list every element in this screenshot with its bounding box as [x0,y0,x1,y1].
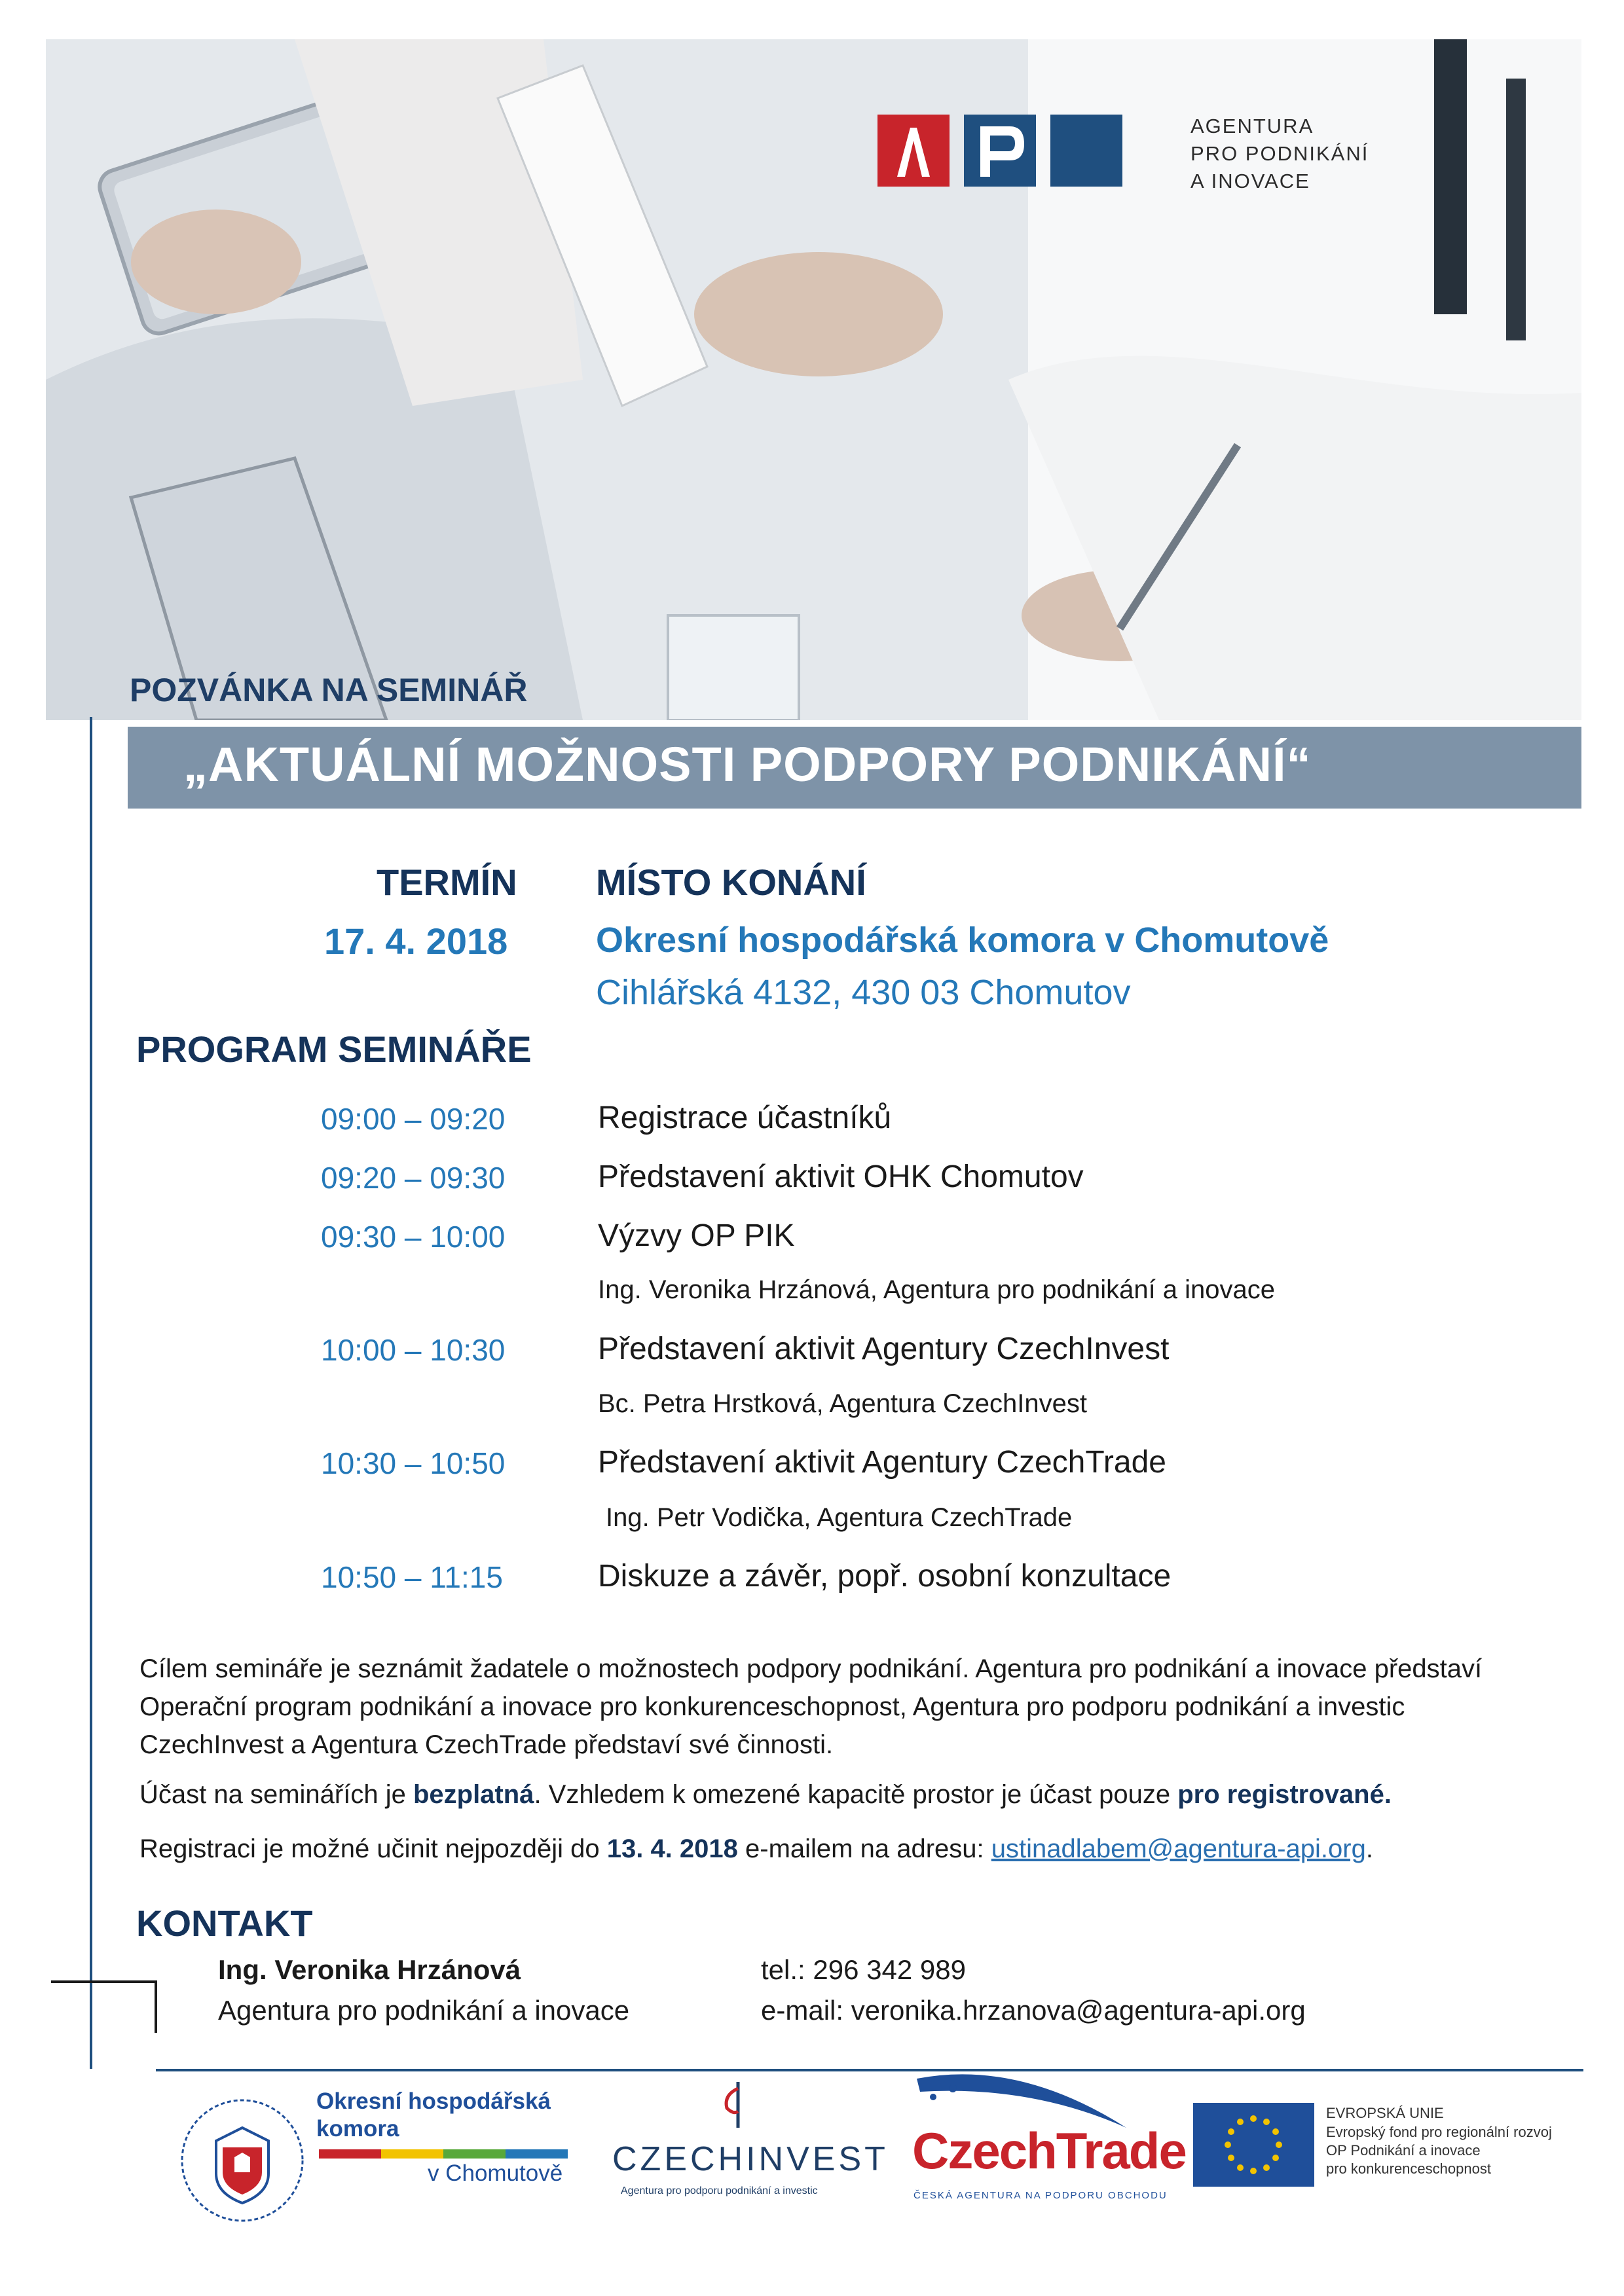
contact-phone: tel.: 296 342 989 [761,1954,966,1985]
seminar-name: „AKTUÁLNÍ MOŽNOSTI PODPORY PODNIKÁNÍ“ [183,737,1312,792]
participation-note [139,1776,1541,1813]
program-time: 10:50 – 11:15 [321,1560,503,1594]
czechtrade-tagline: ČESKÁ AGENTURA NA PODPORU OBCHODU [913,2190,1168,2201]
program-label: PROGRAM SEMINÁŘE [136,1029,532,1070]
eu-line-4: pro konkurenceschopnost [1326,2160,1491,2177]
term-label: TERMÍN [377,862,517,903]
participation-text: Účast na seminářích je [139,1780,413,1809]
eu-line-3: OP Podnikání a inovace [1326,2142,1481,2159]
czechinvest-logo: CZECHINVEST [612,2140,889,2178]
corner-rule-horizontal [51,1980,156,1983]
bottom-left-rule [90,1984,92,2069]
term-value: 17. 4. 2018 [324,920,508,962]
eu-line-1: EVROPSKÁ UNIE [1326,2105,1444,2121]
api-logo-a-icon [877,115,950,187]
corner-rule-vertical [155,1980,157,2033]
registration-text: Registraci je možné učinit nejpozději do [139,1834,607,1863]
agency-line-2: PRO PODNIKÁNÍ [1190,142,1369,165]
seminar-description: Cílem semináře je seznámit žadatele o možnostech podpory podnikání. Agentura pro podnikání a inovace představí Operační program podnikání a inovace pro konkurenceschopnost, Agentura pro podporu podnikání a investic CzechInvest a Agentura CzechTrade představí své činnosti. [139,1654,1483,1759]
program-speaker: Ing. Petr Vodička, Agentura CzechTrade [606,1503,1073,1532]
program-time: 09:20 – 09:30 [321,1161,506,1195]
registration-deadline: 13. 4. 2018 [606,1834,738,1863]
registration-email-link[interactable]: ustinadlabem@agentura-api.org [991,1834,1366,1863]
program-item: Registrace účastníků [598,1101,892,1135]
program-speaker: Bc. Petra Hrstková, Agentura CzechInvest [598,1389,1088,1418]
place-name: Okresní hospodářská komora v Chomutově [596,920,1329,960]
agency-line-1: AGENTURA [1190,115,1314,137]
program-item: Diskuze a závěr, popř. osobní konzultace [598,1559,1172,1594]
left-rule [90,717,92,2013]
agency-line-3: A INOVACE [1190,170,1310,192]
api-logo [877,115,1122,187]
program-item: Výzvy OP PIK [598,1218,795,1253]
program-time: 10:30 – 10:50 [321,1446,506,1480]
program-item: Představení aktivit Agentury CzechTrade [598,1445,1166,1480]
program-time: 10:00 – 10:30 [321,1333,506,1367]
place-address: Cihlářská 4132, 430 03 Chomutov [596,973,1131,1012]
czechinvest-emblem-icon [720,2079,756,2131]
participation-text: . Vzhledem k omezené kapacitě prostor je účast pouze [534,1780,1178,1809]
api-logo-p-icon [964,115,1036,187]
ohk-name-line-3: v Chomutově [428,2160,563,2186]
contact-organization: Agentura pro podnikání a inovace [218,1995,630,2026]
contact-name: Ing. Veronika Hrzánová [218,1954,521,1985]
program-item: Představení aktivit Agentury CzechInvest [598,1332,1170,1366]
ohk-name-line-1: Okresní hospodářská [316,2088,551,2114]
participation-registered: pro registrované. [1177,1780,1392,1809]
program-time: 09:30 – 10:00 [321,1220,506,1254]
ohk-seal-icon [177,2095,308,2226]
invitation-title: POZVÁNKA NA SEMINÁŘ [130,672,528,708]
contact-label: KONTAKT [136,1903,313,1944]
registration-text: . [1365,1834,1373,1863]
czechtrade-logo: CzechTrade [912,2122,1186,2179]
contact-email: e-mail: veronika.hrzanova@agentura-api.org [761,1995,1306,2026]
program-speaker: Ing. Veronika Hrzánová, Agentura pro podnikání a inovace [598,1275,1276,1304]
eu-line-2: Evropský fond pro regionální rozvoj [1326,2124,1552,2140]
registration-note [139,1830,1541,1868]
program-item: Představení aktivit OHK Chomutov [598,1159,1084,1194]
ohk-name-line-2: komora [316,2116,399,2141]
czechinvest-tagline: Agentura pro podporu podnikání a investic [621,2185,818,2196]
participation-free: bezplatná [413,1780,534,1809]
footer-rule [156,2069,1583,2071]
agency-name [1190,113,1369,195]
api-logo-i-icon [1050,115,1122,187]
eu-flag-icon [1193,2103,1314,2187]
program-time: 09:00 – 09:20 [321,1102,506,1136]
ohk-color-bar [319,2149,568,2159]
registration-text: e-mailem na adresu: [737,1834,991,1863]
place-label: MÍSTO KONÁNÍ [596,862,866,903]
